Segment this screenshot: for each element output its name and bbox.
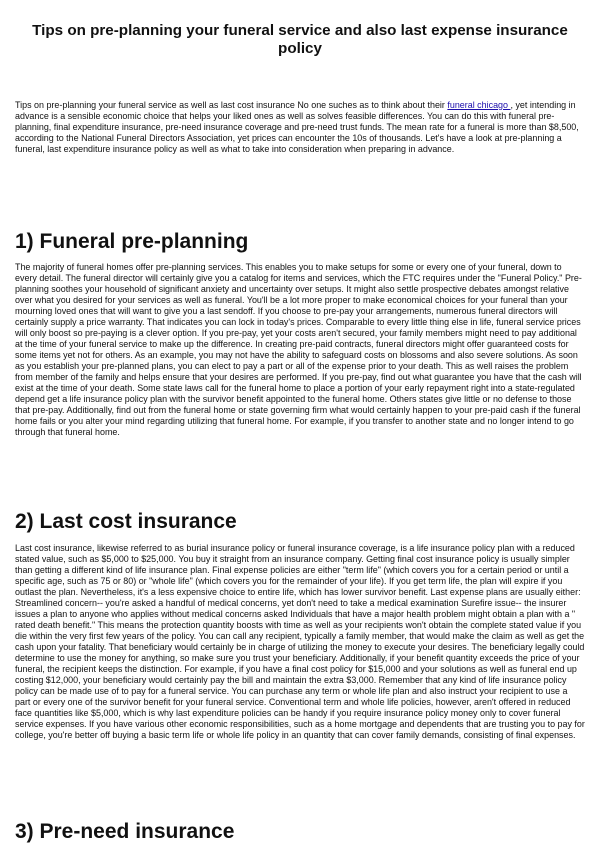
section-heading-last-cost-insurance: 2) Last cost insurance <box>15 510 237 533</box>
section-body-last-cost-insurance: Last cost insurance, likewise referred to as burial insurance policy or funeral insurance coverage, is a life insurance policy plan with a reduced stated value, such as $5,000 to $25,000. You buy it straight from an insurance company. Getting final cost insurance policy is usually simpler than getting a different kind of life insurance plan. Final expense policies are either "term life" (which covers you for a certain period or until a specific age, such as 75 or 80) or "whole life" (which covers you for the remainder of your life). If you get term life, the plan will expire if you outlast the plan. Nevertheless, it's a less expensive choice to entire life, which has lower survivor benefit. Last expense plans are usually either: Streamlined concern-- you're asked a handful of medical concerns, yet don't need to take a medical examination Surefire issue-- the insurer issues a plan to anyone who applies without medical concerns asked Individuals that have a major health problem might obtain a plan with a " rated death benefit." This means the protection quantity boosts with time as well as your recipients won't obtain the complete stated value if you die within the very first few years of the policy. You can call any recipient, typically a family member, that would make the claim as well as get the cash upon your fatality. That beneficiary would certainly be in charge of utilizing the money to execute your desires. The beneficiary legally could determine to use the money for anything, so make sure you trust your beneficiary. Additionally, if your benefit quantity exceeds the price of your funeral, the recipient keeps the distinction. For example, if you have a final cost policy for $15,000 and your solutions as well as funeral end up costing $12,000, your beneficiary would certainly pay the bill and maintain the extra $3,000. Remember that any kind of life insurance policy policy can be made use of to pay for a funeral service. You can purchase any term or whole life plan and also instruct your recipient to use a part or every one of the survivor benefit for your funeral service. Conventional term and whole life policies, however, aren't offered in reduced face quantities like $5,000, which is why last expenditure policies can be handy if you require insurance policy money only to cover funeral service expenses. If you have various other economic responsibilities, such as a home mortgage and dependents that are trusting you to pay for college, you're better off buying a basic term life or whole life policy in an quantity that can cover family demands, consisting of final expenses. <box>15 543 585 740</box>
intro-paragraph <box>15 100 585 155</box>
section-heading-pre-need-insurance: 3) Pre-need insurance <box>15 820 235 843</box>
section-body-funeral-preplanning: The majority of funeral homes offer pre-planning services. This enables you to make setups for some or every one of your funeral, down to every detail. The funeral director will certainly give you a catalog for items and services, which the FTC requires under the "Funeral Policy." Pre-planning soothes your household of significant anxiety and uncertainty over setups. It might also settle prospective debates amongst relative over what you desired for your services as well as funeral. You'll be a lot more proper to make economical choices for your funeral than your mourning loved ones that will want to give you a last sendoff. If you choose to pre-pay your arrangements, numerous funeral directors will certainly supply a price warranty. That indicates you can lock in today's prices. Comparable to every little thing else in life, funeral service prices will only boost so pre-paying is a clever option. If you pre-pay, yet your costs aren't secured, your family members might need to pay additional at the time of your funeral service to make up the difference. In creating pre-paid contracts, funeral directors might offer guaranteed costs for some items yet not for others. As an example, you may not have the ability to safeguard costs on blossoms and also severe solutions. As soon as you establish your pre-planned plans, you can elect to pay a part or all of the expense prior to your death. This as well raises the problem from member of the family and helps ensure that your desires are performed. If you pre-pay, find out what guarantee you have that the cash will exist at the time of your death. Some state laws call for the funeral home to place a portion of your early repayment right into a state-regulated depend get a life insurance policy plan with the survivor benefit appointed to the funeral home. Others states give little or no defense to those that pre-pay. Additionally, find out from the funeral home or state governing firm what would certainly happen to your pre-paid cash if the funeral home fails or you alter your mind regarding utilizing that funeral home. For example, if you transfer to another state and no longer intend to go through that funeral home. <box>15 262 582 437</box>
section-heading-funeral-preplanning: 1) Funeral pre-planning <box>15 230 249 253</box>
intro-text-before-link: Tips on pre-planning your funeral service as well as last cost insurance No one suches as to think about their <box>15 100 448 110</box>
funeral-chicago-link[interactable]: funeral chicago <box>447 100 511 110</box>
page-title: Tips on pre-planning your funeral service and also last expense insurance policy <box>32 22 568 57</box>
intro-text-after-link: , yet intending in advance is a sensible economic choice that helps your liked ones as well as solves feasible differences. You can do this with funeral pre-planning, final expenditure insurance, pre-need insurance coverage and pre-need trust funds. The mean rate for a funeral is more than $8,500, according to the National Funeral Directors Association, yet prices can encounter the 10s of thousands. Let's have a look at pre-planning a funeral, last expenditure insurance policy as well as what to take into consideration when preparing in advance. <box>15 100 579 154</box>
